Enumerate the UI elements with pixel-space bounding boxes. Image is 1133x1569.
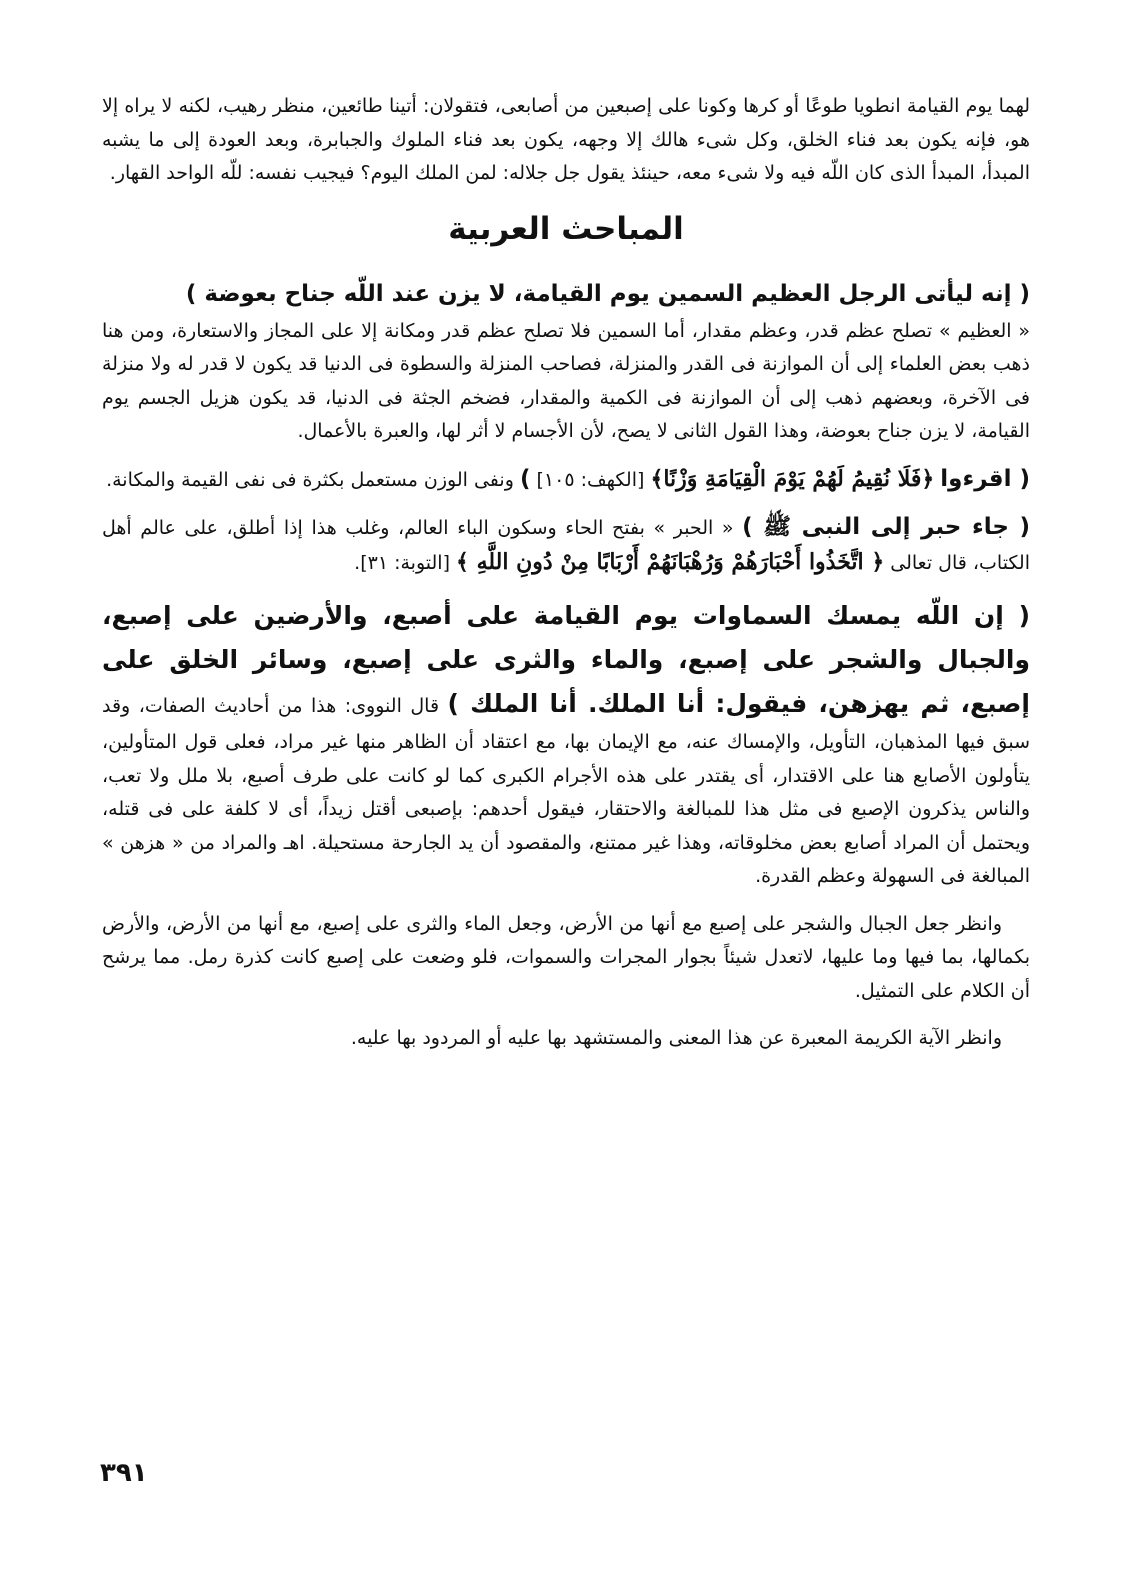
hadith-quote-4: ( إن اللّه يمسك السماوات يوم القيامة على أصبع، والأرضين على إصبع، والجبال والشجر على إصبع، والماء والثرى على إصبع، وسائر الخلق على إصبع، ثم يهزهن، فيقول: أنا الملك. أنا الملك ) <box>102 601 1030 718</box>
page-body <box>102 90 1030 1056</box>
explanation-block-1 <box>102 273 1030 449</box>
explanation-paragraph-4 <box>102 594 1030 894</box>
explanation-text-4: قال النووى: هذا من أحاديث الصفات، وقد سبق فيها المذهبان، التأويل، والإمساك عنه، مع الإيمان بها، مع اعتقاد أن الظاهر منها غير مراد، فعلى قول المتأولين، يتأولون الأصابع هنا على الاقتدار، أى يقتدر على هذه الأجرام الكبرى كما لو كانت على طرف أصبع، بلا ملل ولا تعب، والناس يذكرون الإصبع فى مثل هذا للمبالغة والاحتقار، فيقول أحدهم: بإصبعى أقتل زيداً، أى لا كلفة على فى قتله، ويحتمل أن المراد أصابع بعض مخلوقاته، وهذا غير ممتنع، والمقصود أن يد الجارحة مستحيلة. اهـ والمراد من « هزهن » المبالغة فى السهولة وعظم القدرة. <box>102 695 1030 887</box>
explanation-text-2: ونفى الوزن مستعمل بكثرة فى نفى القيمة والمكانة. <box>106 468 514 491</box>
hadith-quote-2-lead: ( اقرءوا <box>940 465 1030 492</box>
explanation-block-2 <box>102 463 1030 498</box>
explanation-paragraph-2 <box>102 463 1030 498</box>
closing-paragraph-2: وانظر الآية الكريمة المعبرة عن هذا المعنى والمستشهد بها عليه أو المردود بها عليه. <box>350 1027 1002 1049</box>
intro-paragraph: لهما يوم القيامة انطويا طوعًا أو كرها وكونا على إصبعين من أصابعى، فتقولان: أتينا طائعين، منظر رهيب، لكنه لا يراه إلا هو، فإنه يكون بعد فناء الخلق، وكل شىء هالك إلا وجهه، يكون بعد فناء الملوك والجبابرة، وبعد العودة إلى ما يشبه المبدأ، المبدأ الذى كان اللّه فيه ولا شىء معه، حينئذ يقول جل جلاله: لمن الملك اليوم؟ فيجيب نفسه: للّه الواحد القهار. <box>102 95 1030 184</box>
verse-reference-1: [الكهف: ١٠٥] <box>536 468 645 491</box>
quran-verse-1: ﴿فَلَا نُقِيمُ لَهُمْ يَوْمَ الْقِيَامَةِ وَزْنًا﴾ <box>650 465 935 492</box>
explanation-text-3: « الحبر » بفتح الحاء وسكون الباء العالم، وغلب هذا إذا أطلق، على عالم أهل الكتاب، قال تعالى <box>102 517 1030 574</box>
explanation-paragraph-3 <box>102 511 1030 580</box>
section-heading: المباحث العربية <box>448 210 684 247</box>
hadith-quote-3: ( جاء حبر إلى النبى ﷺ ) <box>742 514 1031 540</box>
explanation-text-1: « العظيم » تصلح عظم قدر، وعظم مقدار، أما السمين فلا تصلح عظم قدر ومكانة إلا على المجاز والاستعارة، ومن هنا ذهب بعض العلماء إلى أن الموازنة فى القدر والمنزلة، فصاحب المنزلة والسطوة فى الدنيا قد يكون لا قدر له ولا منزلة فى الآخرة، وبعضهم ذهب إلى أن الموازنة فى الكمية والمقدار، فضخم الجثة فى الدنيا، قد يكون هزيل الجسم يوم القيامة، لا يزن جناح بعوضة، وهذا القول الثانى لا يصح، لأن الأجسام لا أثر لها، والعبرة بالأعمال. <box>102 319 1030 442</box>
closing-paragraph-1: وانظر جعل الجبال والشجر على إصبع مع أنها من الأرض، وجعل الماء والثرى على إصبع، مع أنها من الأرض، والأرض بكمالها، بما فيها وما عليها، لاتعدل شيئاً بجوار المجرات والسموات، فلو وضعت على إصبع كانت كذرة رمل. مما يرشح أن الكلام على التمثيل. <box>102 912 1030 1002</box>
explanation-block-4 <box>102 594 1030 894</box>
hadith-quote-1: ( إنه ليأتى الرجل العظيم السمين يوم القيامة، لا يزن عند اللّه جناح بعوضة ) <box>185 280 1030 307</box>
page-number: ٣٩١ <box>100 1458 148 1488</box>
quran-verse-2: ﴿ اتَّخَذُوا أَحْبَارَهُمْ وَرُهْبَانَهُمْ أَرْبَابًا مِنْ دُونِ اللَّهِ ﴾ <box>456 548 885 575</box>
hadith-quote-2-close: ) <box>519 465 531 492</box>
verse-reference-2: [التوبة: ٣١]. <box>354 551 450 574</box>
explanation-block-3 <box>102 511 1030 580</box>
